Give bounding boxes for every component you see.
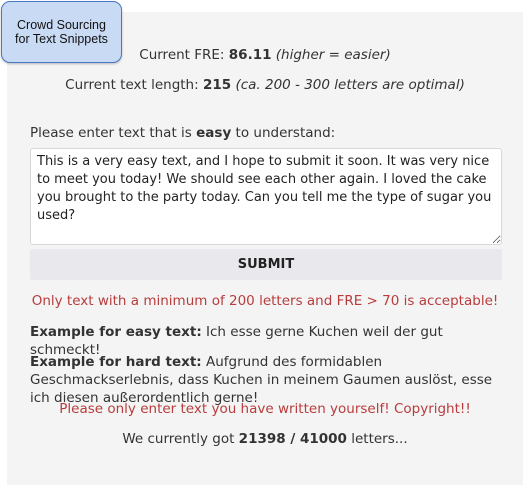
prompt-emphasis: easy xyxy=(196,125,232,141)
submit-button[interactable]: SUBMIT xyxy=(30,249,502,280)
fre-value: 86.11 xyxy=(228,47,272,63)
prompt-before: Please enter text that is xyxy=(30,125,192,141)
length-label: Current text length: xyxy=(65,77,199,93)
prompt-after: to understand: xyxy=(235,125,336,141)
progress-readout xyxy=(7,431,523,447)
requirement-warning: Only text with a minimum of 200 letters and FRE > 70 is acceptable! xyxy=(31,293,499,309)
length-note: (ca. 200 - 300 letters are optimal) xyxy=(235,77,465,93)
length-readout xyxy=(7,77,523,93)
progress-after: letters... xyxy=(351,431,408,447)
progress-value: 21398 / 41000 xyxy=(238,431,347,447)
app-badge xyxy=(1,1,122,63)
fre-label: Current FRE: xyxy=(139,47,225,63)
length-value: 215 xyxy=(202,77,232,93)
text-prompt xyxy=(30,125,335,141)
hard-example-label: Example for hard text: xyxy=(30,354,202,370)
badge-line-2: for Text Snippets xyxy=(15,32,108,46)
text-input[interactable] xyxy=(30,148,502,245)
hard-example xyxy=(30,353,505,407)
easy-example-label: Example for easy text: xyxy=(30,324,202,340)
fre-note: (higher = easier) xyxy=(275,47,391,63)
easy-example-text: Ich esse gerne Kuchen weil der gut schmeckt! xyxy=(30,324,443,358)
copyright-warning: Please only enter text you have written yourself! Copyright!! xyxy=(59,401,471,417)
hard-example-text: Aufgrund des formidablen Geschmackserlebnis, dass Kuchen in meinem Gaumen auslöst, esse ich diesen außerordentlich gerne! xyxy=(30,354,493,406)
badge-line-1: Crowd Sourcing xyxy=(17,18,106,32)
progress-before: We currently got xyxy=(122,431,235,447)
